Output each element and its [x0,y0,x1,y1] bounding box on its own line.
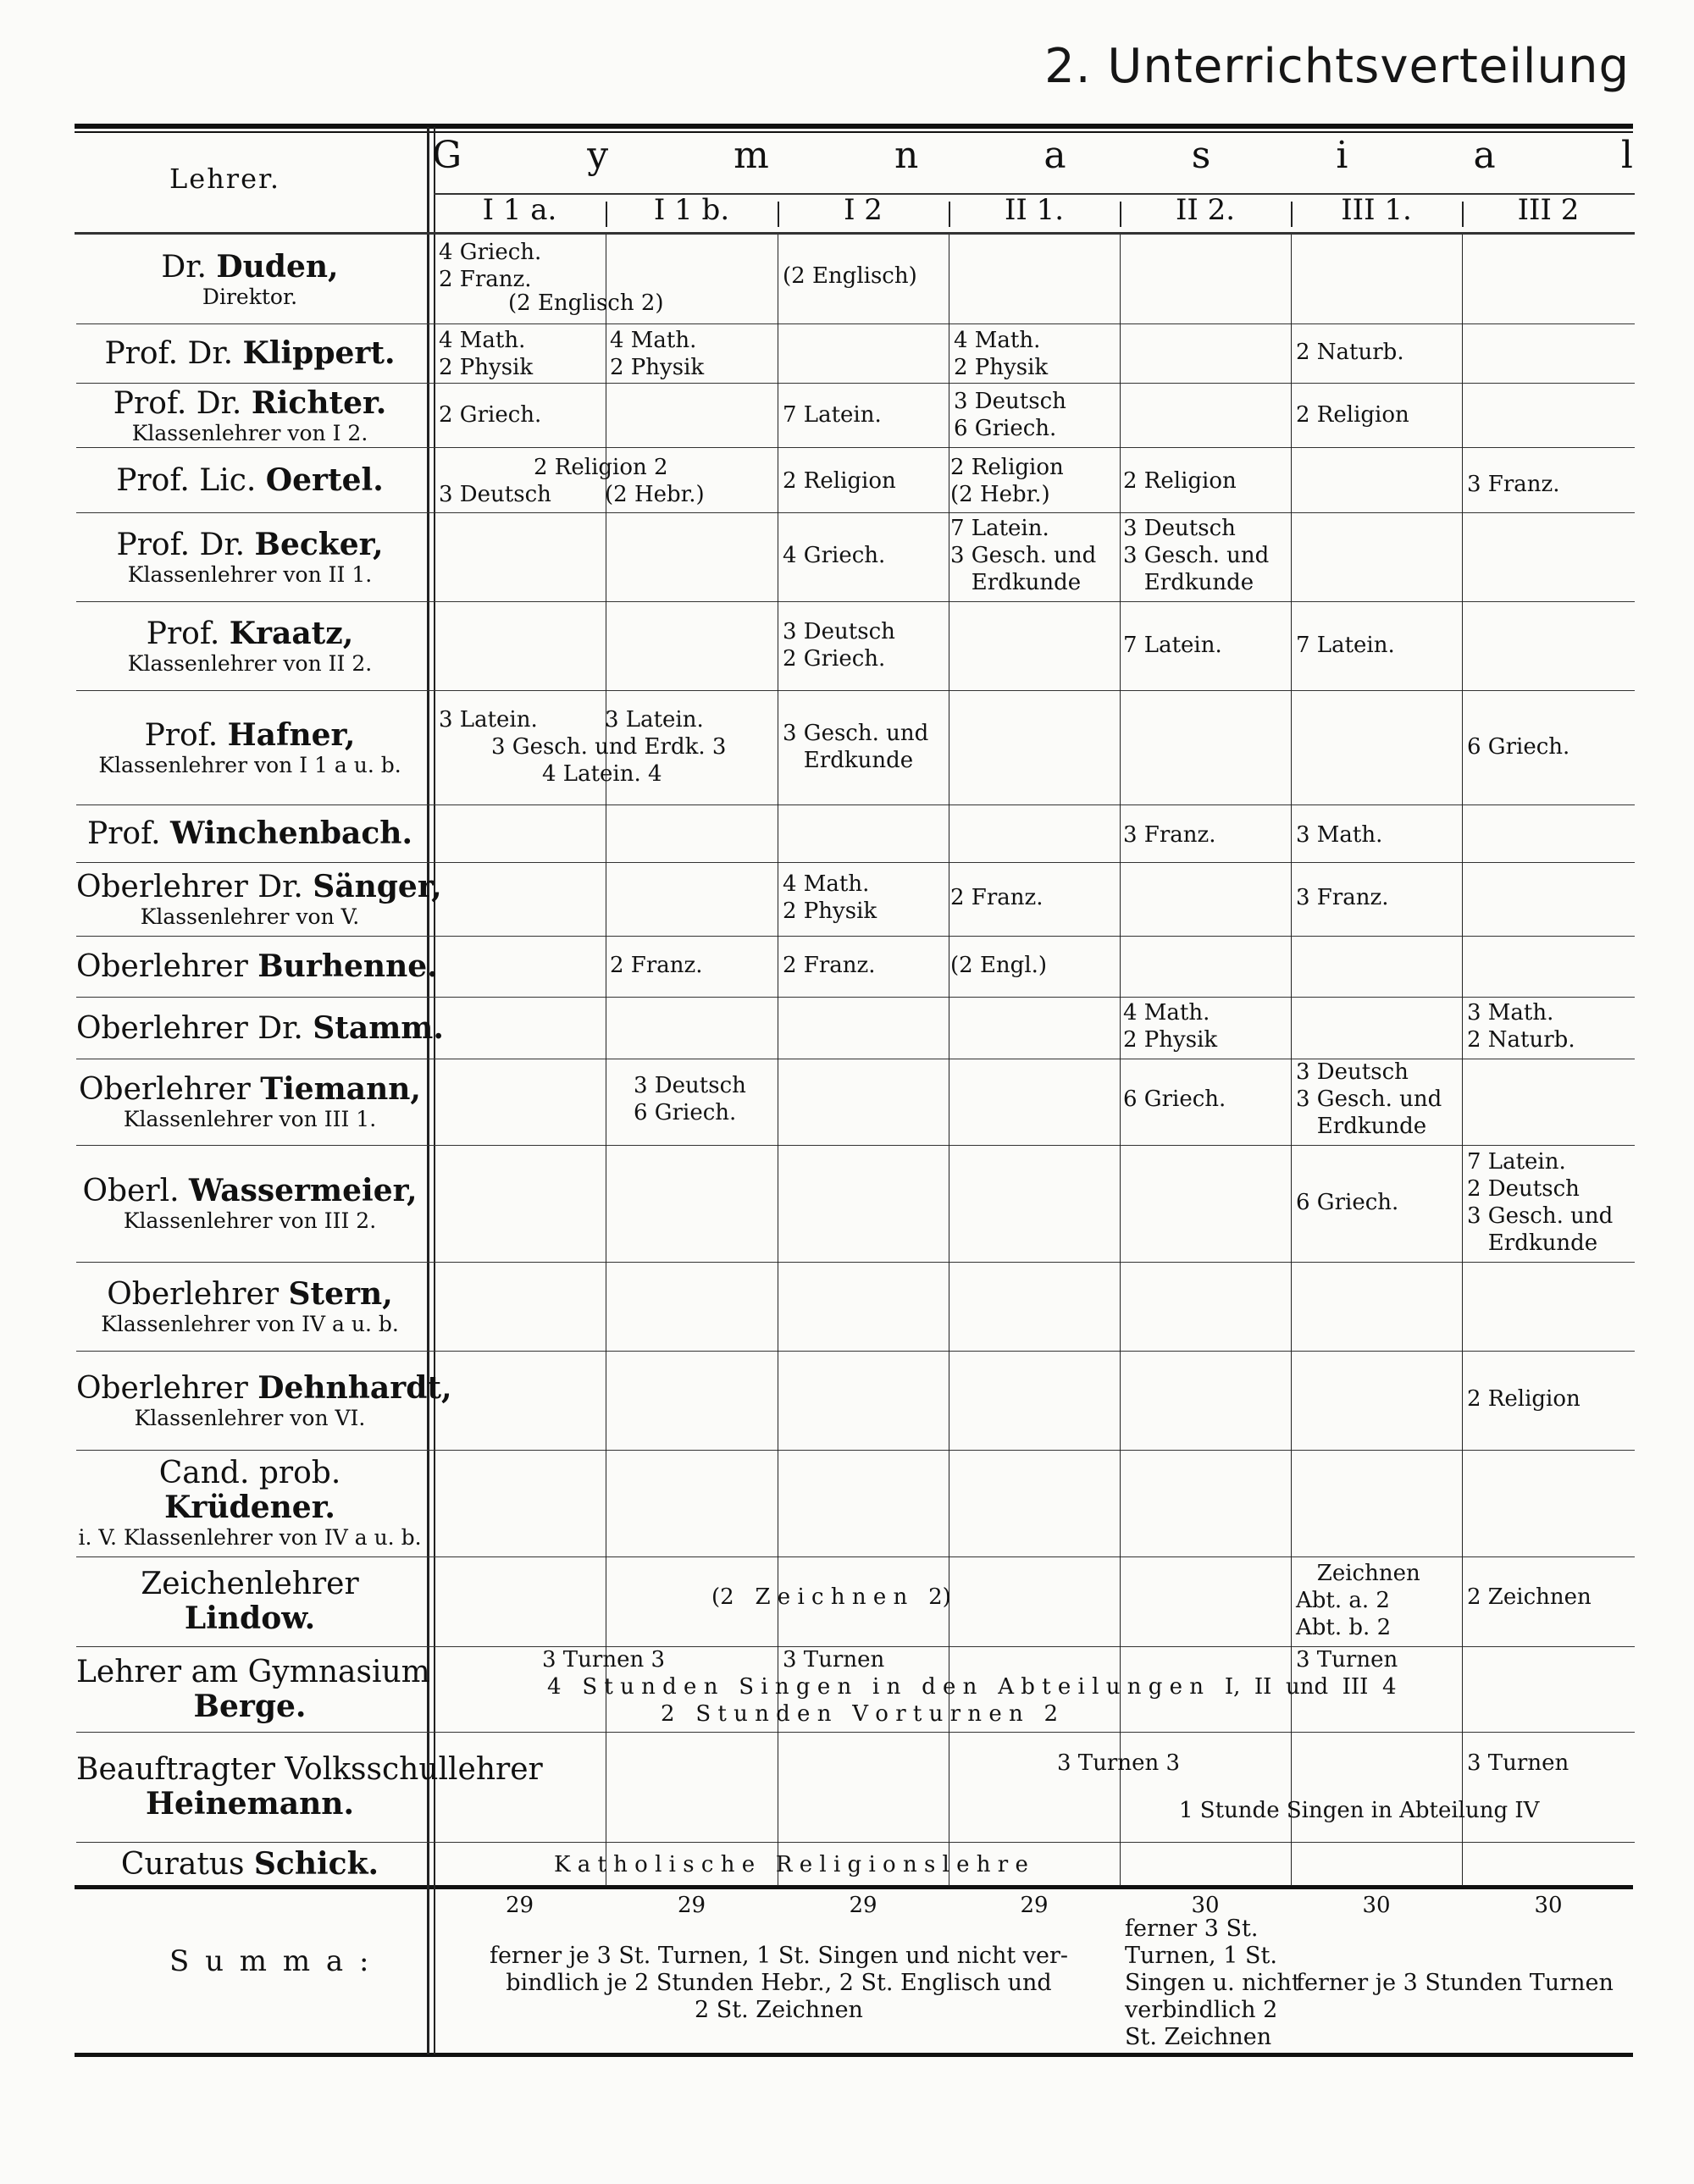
header-column-divider [606,202,607,227]
teacher-subtitle: Klassenlehrer von II 2. [127,650,373,676]
teacher-title: Prof. [144,717,228,753]
lesson-cell: (2 Englisch) [783,263,917,289]
lesson-cell: 3 Gesch. und Erdk. 3 [491,734,727,760]
column-line [1291,235,1292,1886]
lesson-cell: 3 Turnen 3 [1057,1750,1181,1776]
lesson-cell: (2 Englisch 2) [508,290,664,316]
header-column-divider [949,202,950,227]
teacher-name: Stern, [288,1275,393,1312]
lesson-cell: 4 Math. 2 Physik [954,328,1049,380]
teacher-name: Wassermeier, [188,1173,418,1208]
lesson-cell: 3 Math. 2 Naturb. [1467,1000,1575,1053]
lesson-cell: 3 Deutsch 3 Gesch. und Erdkunde [1296,1059,1442,1139]
teacher-cell [76,718,424,778]
lesson-cell: K a t h o l i s c h e R e l i g i o n s l e h r e [554,1852,1028,1877]
teacher-name: Schick. [253,1845,379,1882]
lesson-cell: 2 Naturb. [1296,340,1404,365]
lesson-cell: (2 Z e i c h n e n 2) [711,1584,951,1610]
teacher-name: Oertel. [265,462,384,498]
teacher-cell [76,250,424,310]
teacher-name: Heinemann. [146,1786,354,1822]
top-rule [75,124,1633,129]
teacher-cell [76,1654,430,1724]
column-header: I 1 b. [653,193,730,227]
row-line [76,690,1635,691]
group-letter: m [734,134,771,177]
teacher-cell [76,1568,424,1636]
lesson-cell: 6 Griech. [1467,734,1570,760]
teacher-subtitle: Klassenlehrer von II 1. [127,561,373,587]
lesson-cell: 2 Religion [1467,1386,1581,1412]
lesson-cell: 7 Latein. [1296,633,1395,658]
lesson-cell: 4 Latein. 4 [542,761,662,787]
teacher-cell [76,616,424,677]
lesson-cell: (2 Hebr.) [605,482,705,507]
summa-note-mid: ferner 3 St. Turnen, 1 St. Singen u. nicht verbindlich 2 St. Zeichnen [1125,1916,1301,2050]
lesson-cell: 3 Turnen [783,1647,885,1673]
teacher-title: Prof. Lic. [116,462,266,498]
header-column-divider [1120,202,1121,227]
teacher-cell [76,948,438,984]
row-line [76,1351,1635,1352]
teacher-cell [76,336,424,371]
group-letter: a [1473,134,1497,177]
row-line [76,601,1635,602]
lesson-cell: 4 Math. 2 Physik [783,871,877,924]
teacher-name: Tiemann, [260,1071,421,1107]
teacher-name: Lindow. [184,1601,316,1636]
teacher-subtitle: Direktor. [202,284,298,309]
lesson-cell: 4 S t u n d e n S i n g e n i n d e n A b t e i l u n g e n I, II und III 4 [547,1674,1397,1700]
lesson-cell: 2 Franz. [950,885,1044,910]
lesson-cell: 2 S t u n d e n V o r t u r n e n 2 [661,1701,1059,1727]
teacher-cell [76,1457,424,1551]
summa-rule [75,1885,1633,1889]
teacher-title: Prof. Dr. [113,386,252,421]
lesson-cell: 7 Latein. 2 Deutsch 3 Gesch. und Erdkunde [1467,1149,1614,1256]
group-letter: n [894,134,921,177]
lesson-cell: 3 Gesch. und Erdkunde [783,721,929,773]
lesson-cell: 7 Latein. [1123,633,1222,658]
row-line [76,1450,1635,1451]
teacher-name: Becker, [254,526,384,562]
teacher-column-header: Lehrer. [169,163,280,195]
column-header: II 1. [1004,193,1065,227]
summa-total: 30 [1362,1893,1391,1918]
lesson-cell: 3 Deutsch 2 Griech. [783,619,895,672]
summa-total: 29 [505,1893,534,1918]
row-line [76,323,1635,324]
lesson-cell: 7 Latein. 3 Gesch. und Erdkunde [950,516,1097,595]
page-title: 2. Unterrichtsverteilung [1044,39,1630,94]
teacher-name: Klippert. [242,335,396,371]
teacher-subtitle: Klassenlehrer von I 1 a u. b. [98,752,401,777]
summa-note-right: ferner je 3 Stunden Turnen [1296,1970,1614,1996]
lesson-cell: 3 Latein. [439,707,538,733]
teacher-subtitle: Klassenlehrer von V. [140,904,360,929]
group-letter: l [1620,134,1635,177]
column-line [1120,235,1121,1886]
lesson-cell: 4 Griech. 2 Franz. [439,240,542,292]
teacher-name: Duden, [216,248,339,285]
teacher-name: Stamm. [313,1009,444,1046]
lesson-cell: 7 Latein. [783,402,882,428]
teacher-title: Cand. prob. [158,1456,341,1490]
teacher-cell [76,1752,543,1822]
teacher-cell [76,1072,424,1132]
top-rule-thin [75,131,1633,133]
lesson-cell: 6 Griech. [1296,1190,1399,1215]
teacher-cell [76,1847,424,1882]
teacher-title: Oberlehrer [79,1072,261,1107]
teacher-subtitle: i. V. Klassenlehrer von IV a u. b. [78,1525,422,1550]
teacher-name: Richter. [251,385,387,421]
teacher-title: Beauftragter Volksschullehrer [76,1752,543,1787]
teacher-subtitle: Klassenlehrer von I 2. [131,421,368,445]
teacher-title: Prof. Dr. [116,527,255,562]
teacher-subtitle: Klassenlehrer von IV a u. b. [101,1311,399,1336]
row-line [76,936,1635,937]
lesson-cell: 3 Latein. [605,707,704,733]
lesson-cell: 3 Franz. [1296,885,1389,910]
teacher-title: Prof. [146,616,230,651]
row-line [76,447,1635,448]
lesson-cell: 4 Math. 2 Physik [610,328,705,380]
lesson-cell: 3 Turnen [1467,1750,1569,1776]
header-column-divider [1462,202,1464,227]
teacher-title: Oberlehrer Dr. [76,1010,313,1046]
group-letter: s [1191,134,1213,177]
teacher-title: Zeichenlehrer [141,1567,359,1601]
column-header: III 2 [1517,193,1580,227]
lesson-cell: 2 Religion [1123,468,1237,494]
teacher-title: Oberl. [82,1174,189,1208]
teacher-title: Oberlehrer Dr. [76,869,313,904]
teacher-cell [76,528,424,588]
lesson-cell: 3 Deutsch 6 Griech. [954,389,1066,441]
lesson-cell: 3 Franz. [1467,472,1560,497]
row-line [76,804,1635,805]
lesson-cell: 3 Turnen 3 [542,1647,666,1673]
row-line [76,997,1635,998]
teacher-cell [76,816,424,851]
lesson-cell: 3 Math. [1296,822,1383,848]
summa-label: S u m m a : [169,1944,373,1978]
teacher-subtitle: Klassenlehrer von VI. [134,1405,366,1430]
row-line [76,862,1635,863]
teacher-cell [76,386,424,446]
column-line [1462,235,1463,1886]
lesson-cell: 6 Griech. [1123,1086,1226,1112]
lesson-cell: 3 Deutsch 3 Gesch. und Erdkunde [1123,516,1270,595]
row-line [76,383,1635,384]
lesson-cell: 2 Religion [783,468,896,494]
teacher-title: Prof. [87,816,171,851]
lesson-cell: 3 Deutsch 6 Griech. [634,1073,746,1125]
lesson-cell: 2 Religion 2 [534,455,668,480]
row-line [76,1262,1635,1263]
lesson-cell: 2 Religion [1296,402,1409,428]
teacher-title: Curatus [120,1846,254,1882]
teacher-title: Dr. [161,249,217,285]
group-letter: y [587,134,611,177]
summa-total: 30 [1534,1893,1563,1918]
column-header: I 2 [844,193,883,227]
lesson-cell: 2 Zeichnen [1467,1584,1592,1610]
teacher-name: Hafner, [227,716,356,753]
column-header: III 1. [1341,193,1412,227]
teacher-name: Krüdener. [164,1490,335,1525]
teacher-name: Dehnhardt, [257,1369,452,1406]
column-header: II 2. [1175,193,1236,227]
header-column-divider [778,202,779,227]
teacher-title: Lehrer am Gymnasium [76,1654,430,1689]
summa-total: 29 [1020,1893,1049,1918]
teacher-cell [76,463,424,498]
teacher-cell [76,1369,452,1431]
teacher-title: Prof. Dr. [104,336,243,371]
teacher-name: Winchenbach. [170,816,412,851]
header-bottom-line [75,232,1635,235]
lesson-cell: 4 Griech. [783,543,886,568]
group-letter: G [432,134,464,177]
teacher-subtitle: Klassenlehrer von III 2. [123,1208,377,1233]
teacher-cell [76,1277,424,1337]
lesson-cell: Zeichnen Abt. a. 2 Abt. b. 2 [1296,1561,1420,1640]
summa-total: 29 [849,1893,877,1918]
teacher-subtitle: Klassenlehrer von III 1. [123,1107,377,1131]
teacher-cell [76,1009,444,1046]
teacher-name: Burhenne. [257,948,438,984]
summa-total: 29 [677,1893,706,1918]
summa-note-left: ferner je 3 St. Turnen, 1 St. Singen und nicht ver- bindlich je 2 Stunden Hebr., 2 St. Englisch und 2 St. Zeichnen [489,1943,1069,2023]
column-header: I 1 a. [482,193,557,227]
lesson-cell: 3 Franz. [1123,822,1216,848]
lesson-cell: 3 Deutsch [439,482,551,507]
lesson-cell: (2 Engl.) [950,953,1048,978]
row-line [76,1732,1635,1733]
teacher-cell [76,868,442,930]
teacher-name: Kraatz, [229,615,354,651]
row-line [76,1556,1635,1557]
summa-total: 30 [1191,1893,1220,1918]
lesson-cell: 2 Griech. [439,402,542,428]
lesson-cell: 2 Franz. [783,953,876,978]
lesson-cell: 3 Turnen [1296,1647,1398,1673]
row-line [76,1842,1635,1843]
header-column-divider [1291,202,1293,227]
lesson-cell: 4 Math. 2 Physik [439,328,534,380]
teacher-cell [76,1174,424,1234]
lesson-cell: 2 Religion (2 Hebr.) [950,455,1064,507]
teacher-title: Oberlehrer [107,1276,289,1312]
group-letter: a [1044,134,1068,177]
lesson-cell: 2 Franz. [610,953,703,978]
teacher-title: Oberlehrer [76,1370,258,1406]
group-letter: i [1336,134,1350,177]
gymnasial-header [432,134,1635,177]
bottom-rule [75,2053,1633,2057]
teacher-name: Sänger, [313,868,442,904]
teacher-name: Berge. [193,1688,307,1724]
row-line [76,1145,1635,1146]
lesson-cell: 4 Math. 2 Physik [1123,1000,1218,1053]
lesson-cell: 1 Stunde Singen in Abteilung IV [1179,1798,1540,1823]
row-line [76,512,1635,513]
teacher-title: Oberlehrer [76,949,258,984]
